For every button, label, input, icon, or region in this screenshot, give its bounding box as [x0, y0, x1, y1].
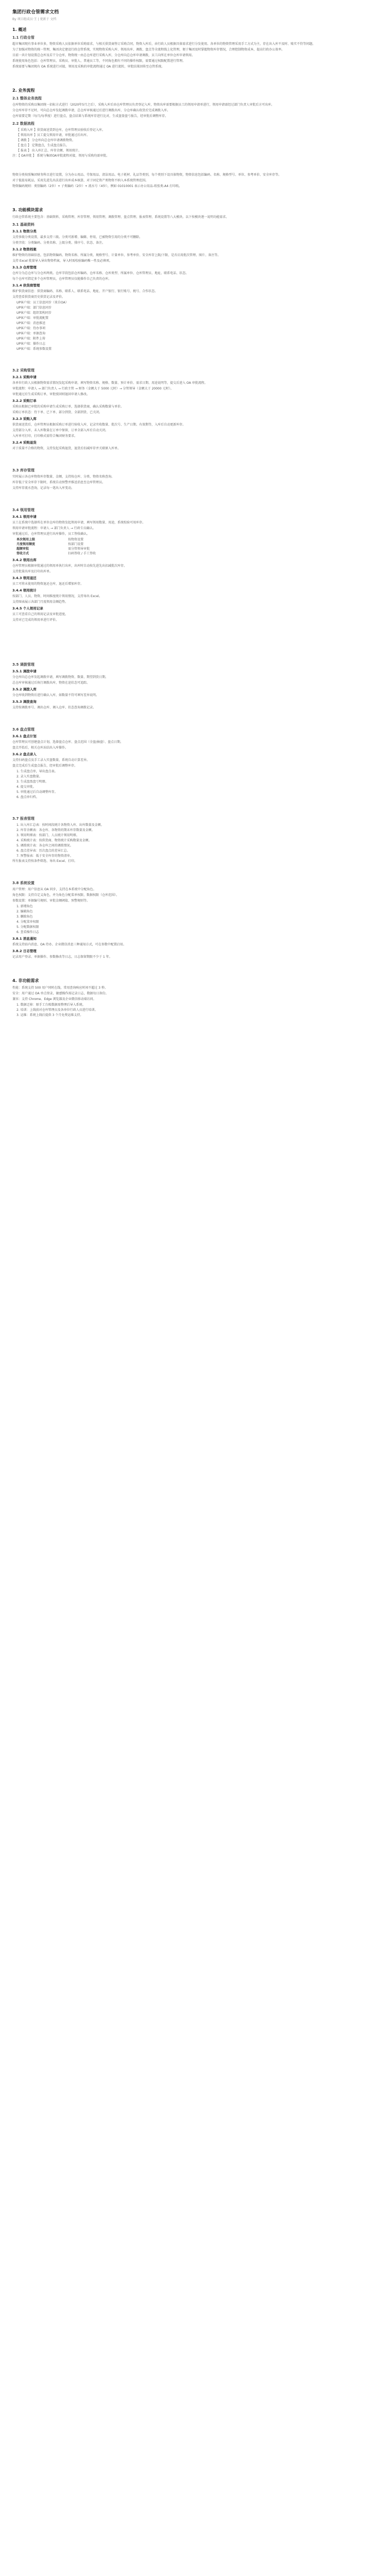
- list-item: UP客户端：消息推送: [16, 321, 46, 325]
- item-heading: 3.4.4 领用统计: [12, 588, 37, 592]
- item-heading: 3.2.3 采购入库: [12, 417, 37, 421]
- paragraph-group: [12, 705, 359, 710]
- item-heading: 3.4.5 个人领用记录: [12, 606, 43, 611]
- item-heading: 3.2.4 采购退货: [12, 440, 37, 445]
- paragraph: 性能：系统支持 500 用户同时在线，常用查询响应时间不超过 3 秒。: [12, 986, 108, 990]
- paragraph: 对于低值易耗品，采用先进先出法进行出库成本核算，对于固定资产类物资不纳入本系统管理范围。: [12, 179, 149, 182]
- subsection-heading: 2.1 整体业务流程: [12, 96, 42, 100]
- kv-key: 签收方式: [16, 552, 29, 555]
- list-item: 【 盘点 】 定期盘点，生成盘点报告。: [16, 144, 69, 147]
- paragraph: 每个仓库可指定多个仓库管理员，仓库管理员仅能操作自己负责的仓库。: [12, 277, 112, 281]
- paragraph-group: [12, 404, 359, 415]
- list-item: UP客户端：单据查询: [16, 332, 46, 335]
- paragraph: 系统支持站内消息、OA 待办、企业微信消息三种通知方式，可在参数中配置启用。: [12, 943, 126, 946]
- list-item: 6. 盘点差异表：历次盘点的差异汇总。: [16, 849, 70, 853]
- paragraph: 支持多级分类设置，最多支持三级。分类可新增、编辑、停用，已被物资引用的分类不可删除。: [12, 235, 143, 239]
- subsection-heading: 2.2 数据流程: [12, 122, 35, 126]
- list-item: UP客户端：系统参数设置: [16, 347, 52, 351]
- list-item: 3. 领用明细表：按部门、人员统计领用明细。: [16, 834, 79, 837]
- paragraph: 支持图表展示各部门月度领用金额趋势。: [12, 600, 69, 604]
- subsection-heading: 3.6 盘点管理: [12, 727, 35, 732]
- item-heading: 3.1.2 物资档案: [12, 247, 37, 251]
- kv-value: 按部门设置: [68, 543, 84, 546]
- list-item: 2. 库存余额表：各仓库、各物资的期末库存数量及金额。: [16, 828, 95, 832]
- list-item: 2. 录入实盘数量。: [16, 775, 42, 778]
- bullet-list: [12, 128, 359, 153]
- list-item: UP客户端：员工信息同步（来自OA）: [16, 301, 69, 304]
- paragraph: 分仓库向总仓库发起调拨申请，填写调拨物资、数量、期望到货日期。: [12, 675, 109, 679]
- subsection-heading: 3.1 基础资料: [12, 223, 35, 227]
- list-item: 6. 盘点单归档。: [16, 795, 39, 799]
- list-item: 2. 培训：上线前对仓库管理员及各单位行政人员进行培训。: [16, 1008, 98, 1012]
- paragraph: 盘点开始后，相关仓库冻结出入库操作。: [12, 746, 69, 750]
- list-item: UP客户端：组织架构同步: [16, 311, 52, 315]
- paragraph: 仓库需要定期（每月/每季度）进行盘点，盘点结果与系统库存进行比对，生成盘盈盘亏报告，经审批后调整库存。: [12, 114, 168, 118]
- kv-row: [16, 537, 359, 542]
- section-heading: 4. 非功能需求: [12, 978, 39, 983]
- kv-value: 按物资设置: [68, 538, 84, 541]
- paragraph: 采购员根据已审批的采购申请生成采购订单，选择供货商，确认采购数量与单价。: [12, 405, 124, 409]
- paragraph-group: [12, 859, 359, 863]
- paragraph: 支持批量出库及打印出库单。: [12, 570, 53, 573]
- paragraph-group: [12, 446, 359, 451]
- kv-row: [16, 551, 359, 556]
- paragraph: 分仓库收到物资后进行确认入库，如数量不符可填写差异说明。: [12, 693, 99, 697]
- list-item: 3. 生成盘盈盘亏明细。: [16, 780, 48, 784]
- subsection-heading: 3.5 调拨管理: [12, 663, 35, 667]
- item-heading: 3.2.2 采购订单: [12, 399, 37, 403]
- paragraph: 支持部分入库，未入库数量在订单中保留，订单全部入库后自动关闭。: [12, 429, 109, 432]
- kv-key: 超额审批: [16, 547, 29, 551]
- paragraph: 目前一共计划设置总仓库及若干分仓库，物资统一由总仓库进行采购入库，分仓库向总仓库申请调拨，员工向所在单位仓库申请领用。: [12, 54, 195, 57]
- item-heading: 3.5.1 调拨申请: [12, 669, 37, 673]
- paragraph-group: [12, 422, 359, 438]
- kv-row: [16, 547, 359, 551]
- paragraph-group: [12, 235, 359, 245]
- list-item: 4. 提交审批。: [16, 785, 36, 789]
- list-item: 【 调拨 】 分仓库向总仓库申请调拨物资。: [16, 139, 75, 142]
- paragraph-group: [12, 887, 359, 903]
- paragraph: 各单位行政人员根据物资需求情况发起采购申请，填写物资名称、规格、数量、预计单价、需求日期、用途说明等，提交后进入 OA 审批流程。: [12, 381, 208, 385]
- paragraph-group: [12, 215, 359, 219]
- paragraph: 员工可将未使用的物资退还仓库，退还后增加库存。: [12, 582, 84, 586]
- list-item: 【 采购入库 】供货商送货到仓库，仓库管理员验收后登记入库。: [16, 128, 105, 132]
- kv-key: 月度领用额度: [16, 543, 36, 546]
- item-heading: 3.5.2 调拨入库: [12, 687, 37, 691]
- paragraph: 分类字段：分类编码、分类名称、上级分类、排序号、状态、备注。: [12, 241, 106, 245]
- paragraph: 库存低于安全库存下限时，系统自动预警并推送消息至仓库管理员。: [12, 481, 106, 484]
- paragraph-group: [12, 594, 359, 604]
- paragraph: 支持对已完成的领用单进行评价。: [12, 618, 59, 622]
- paragraph: 物资编码规则：类别编码（2位）+ 子类编码（2位）+ 流水号（4位），例如 01010001 表示办公用品-纸张类-A4 打印纸。: [12, 184, 182, 188]
- numbered-list: [12, 823, 359, 858]
- paragraph: 入库单可打印，打印格式需符合集团财务要求。: [12, 434, 78, 438]
- paragraph-group: [12, 740, 359, 750]
- paragraph: 维护物资的基础信息，包括物资编码、物资名称、所属分类、规格型号、计量单位、参考单价、安全库存上限/下限、是否启用批次管理、图片、备注等。: [12, 253, 221, 257]
- item-heading: 3.6.2 盘点录入: [12, 752, 37, 756]
- list-item: 5. 审批通过后自动调整库存。: [16, 790, 58, 794]
- paragraph: 按部门、人员、物资、时间维度统计领用情况，支持导出 Excel。: [12, 595, 102, 598]
- item-heading: 3.4.1 领用申请: [12, 515, 37, 519]
- item-heading: 3.6.1 盘点计划: [12, 734, 37, 738]
- list-item: UP客户端：审批流配置: [16, 316, 49, 320]
- item-heading: 3.8.2 日志管理: [12, 949, 37, 953]
- list-item: 5. 分配数据权限: [16, 925, 39, 929]
- list-item: UP客户端：附件上传: [16, 337, 46, 341]
- paragraph: 仓库分为总仓库与分仓库两类。仓库字段包括仓库编码、仓库名称、仓库类型、所属单位、仓库管理员、地址、联系电话、状态。: [12, 272, 189, 275]
- paragraph-group: [12, 474, 359, 490]
- paragraph: 审批通过后，仓库管理员进行出库操作，员工签收确认。: [12, 532, 90, 536]
- paragraph-group: [12, 986, 359, 1002]
- paragraph-group: [12, 289, 359, 299]
- paragraph: 领用申请审批流程：申请人 → 部门负责人 → 行政专员确认。: [12, 527, 96, 530]
- paragraph-group: [12, 271, 359, 281]
- kv-key: 单次领用上限: [16, 538, 36, 541]
- document-title: 集团行政仓管需求文档: [12, 10, 59, 15]
- paragraph: 支持查看供货商历史供货记录及评价。: [12, 295, 65, 299]
- paragraph: 参数设置：单据编号规则、审批金额阈值、预警规则等。: [12, 899, 90, 903]
- paragraph-group: [12, 758, 359, 768]
- paragraph: 分仓库库存不足时，可向总仓库发起调拨申请，总仓库审核通过后进行调拨出库，分仓库确认收货后完成调拨入库。: [12, 109, 171, 112]
- section-heading: 2. 业务流程: [12, 88, 35, 93]
- paragraph: 所有报表支持按条件筛选、导出 Excel、打印。: [12, 859, 77, 863]
- kv-row: [16, 542, 359, 547]
- list-item: 3. 删除角色: [16, 915, 33, 919]
- paragraph-group: [12, 103, 359, 118]
- paragraph: 审批通过后生成采购订单，审批驳回则退回申请人修改。: [12, 393, 90, 396]
- paragraph-group: [12, 564, 359, 574]
- list-item: 6. 查看操作日志: [16, 930, 39, 934]
- paragraph-group: [12, 693, 359, 698]
- paragraph-group: [12, 582, 359, 586]
- numbered-list: [12, 769, 359, 800]
- section-heading: 3. 功能模块需求: [12, 208, 43, 212]
- paragraph: 仓库物资的采购以集团统一招标方式进行（2020年5月之后），采购入库后由仓库管理员负责登记入库，物资出库需要根据员工的领用申请单进行，领用申请需经过部门负责人审批后方可出库。: [12, 103, 275, 107]
- numbered-list: [12, 904, 359, 935]
- subsection-heading: 3.3 库存管理: [12, 468, 35, 472]
- subsection-heading: 3.8 系统设置: [12, 881, 35, 885]
- paragraph: 供货商送货后，仓库管理员根据采购订单进行验收入库，记录实收数量、批次号、生产日期、有效期等，入库后自动更新库存。: [12, 423, 186, 427]
- paragraph: 仓库管理员根据审批通过的领用单执行出库，出库时自动按先进先出扣减批次库存。: [12, 564, 127, 568]
- paragraph-group: [12, 520, 359, 536]
- paragraph: 仓库管理员可创建盘点计划，选择盘点仓库、盘点范围（全盘/抽盘）、盘点日期。: [12, 740, 124, 744]
- item-heading: 3.1.1 物资分类: [12, 229, 37, 233]
- item-heading: 3.5.3 调拨查询: [12, 700, 37, 704]
- paragraph: 审批流程：申请人 → 部门负责人 → 行政主管 → 财务（金额大于 5000 元时）→ 分管领导（金额大于 20000 元时）。: [12, 387, 174, 391]
- document-meta: By 项目组成员·王 | 更新于 文档: [12, 18, 57, 21]
- bullet-list: [12, 300, 359, 351]
- paragraph: 总仓库审核通过后执行调拨出库，物资在途状态可追踪。: [12, 681, 90, 685]
- paragraph: 系统使用角色包括：仓库管理员、采购员、审批人、普通员工等，不同角色拥有不同的操作权限，需要通过权限配置进行管理。: [12, 59, 186, 63]
- paragraph-group: [12, 675, 359, 685]
- section-heading: 1. 概述: [12, 27, 27, 32]
- paragraph: 系统需要与集团现有 OA 系统进行对接，领用及采购的审批流程通过 OA 进行流转，审批结果回传至仓管系统。: [12, 65, 165, 69]
- paragraph: 员工在系统中选择所在单位仓库的物资发起领用申请，填写领用数量、用途，系统校验可用库存。: [12, 521, 146, 524]
- list-item: 3. 运维：系统上线后提供 3 个月免费运维支持。: [16, 1013, 83, 1017]
- list-item: 4. 采购统计表：按供货商、物资统计采购数量及金额。: [16, 839, 92, 842]
- paragraph: 采购订单状态：待下单、已下单、部分到货、全部到货、已关闭。: [12, 411, 103, 414]
- item-heading: 3.2.1 采购申请: [12, 375, 37, 379]
- subsection-heading: 3.4 领用管理: [12, 508, 35, 512]
- paragraph: 维护供货商信息：供货商编码、名称、联系人、联系电话、地址、开户银行、银行账号、税号、合作状态。: [12, 290, 158, 293]
- list-item: 4. 分配菜单权限: [16, 920, 39, 924]
- list-item: 【 领用出库 】员工提交领用申请，审批通过后出库。: [16, 133, 90, 137]
- kv-value: 扫码签收 / 手工签收: [68, 552, 96, 555]
- paragraph: 行政仓管系统主要包含：基础资料、采购管理、库存管理、领用管理、调拨管理、盘点管理、报表管理、系统设置等八大模块。以下按模块逐一说明功能需求。: [12, 215, 229, 219]
- paragraph: 兼容：支持 Chrome、Edge 浏览器及企业微信移动端访问。: [12, 997, 96, 1001]
- paragraph: 支持扫码盘点及手工录入实盘数量，系统自动计算差异。: [12, 758, 90, 762]
- note-text: 注：【 OA审批 】 系统与集团OA审批流程对接，领用与采购均需审批。: [12, 154, 110, 158]
- key-value-list: [12, 537, 359, 556]
- numbered-list: [12, 1003, 359, 1018]
- paragraph-group: [12, 942, 359, 947]
- paragraph: 支持 Excel 批量导入导出物资档案，导入时需校验编码唯一性及必填项。: [12, 259, 112, 263]
- list-item: 1. 新增角色: [16, 905, 33, 908]
- paragraph: 物资分类按照集团财务科目进行设置，分为办公用品、劳保用品、清洁用品、电子耗材、礼品等类别，每个类别下设具体物资，物资信息包括编码、名称、规格型号、单位、参考单价、安全库存等。: [12, 173, 282, 177]
- paragraph: 员工可查看自己的领用记录及审批进度。: [12, 613, 69, 616]
- list-item: UP客户端：操作日志: [16, 342, 46, 346]
- subsection-heading: 3.7 报表管理: [12, 817, 35, 821]
- item-heading: 3.4.2 领用出库: [12, 558, 37, 562]
- list-item: 1. 生成盘点单，导出盘点表。: [16, 770, 58, 773]
- paragraph-group: [12, 612, 359, 622]
- item-heading: 3.1.3 仓库管理: [12, 265, 37, 269]
- subsection-heading: 1.1 行政仓管: [12, 36, 35, 40]
- paragraph: 支持库存流水查询，记录每一笔出入库变动。: [12, 486, 75, 490]
- paragraph: 超市集团现有事业单位多，物资采购人员依据单位采购需求，与相关供货商签订采购合同，物资入库后，由行政人员根据具体需求进行分发使用。各单位的物资管理采用手工方式为主，存在出入库不及时、账实不符等问题。: [12, 42, 316, 46]
- paragraph-group: [12, 42, 359, 69]
- paragraph-group: [12, 253, 359, 263]
- paragraph: 对于质量不合格的物资，支持发起采购退货，退货后扣减库存并关联原入库单。: [12, 447, 121, 450]
- paragraph: 为了加强对物资的统一管理，集团决定建设行政仓管系统，实现物资采购入库、领用出库、调拨、盘点等全流程线上化管理，便于集团及时掌握物资库存情况，合理控制物资成本，提高行政办公效率。: [12, 48, 285, 52]
- paragraph-group: [12, 173, 359, 189]
- paragraph: 盘点完成后生成盘点报告，经审批后调整库存。: [12, 764, 78, 768]
- list-item: 【 报表 】 出入库汇总、库存余额、领用统计。: [16, 149, 81, 152]
- list-item: 1. 出入库汇总表：按时间段统计各物资入库、出库数量及金额。: [16, 823, 104, 827]
- list-item: 5. 调拨统计表：各仓库之间的调拨情况。: [16, 844, 73, 848]
- paragraph-group: [12, 381, 359, 397]
- paragraph: 安全：用户通过 OA 单点登录，敏感操作需记录日志，数据每日备份。: [12, 992, 109, 995]
- paragraph-group: [12, 955, 359, 959]
- list-item: 1. 数据迁移：原手工台账数据需整理后导入系统。: [16, 1003, 86, 1007]
- list-item: UP客户端：部门信息同步: [16, 306, 52, 310]
- kv-value: 需分管领导审批: [68, 547, 90, 551]
- paragraph: 用户管理：用户信息从 OA 同步，支持在本系统中分配角色。: [12, 888, 96, 891]
- list-item: 2. 编辑角色: [16, 910, 33, 913]
- item-heading: 3.8.1 消息通知: [12, 937, 37, 941]
- subsection-heading: 3.2 采购管理: [12, 368, 35, 372]
- item-heading: 3.4.3 领用退还: [12, 576, 37, 580]
- list-item: 7. 预警报表：低于安全库存的物资清单。: [16, 854, 73, 858]
- paragraph: 角色权限：支持自定义角色，并为角色分配菜单权限、数据权限（仓库范围）。: [12, 893, 120, 897]
- paragraph: 支持按调拨单号、调出仓库、调入仓库、状态查询调拨记录。: [12, 706, 96, 709]
- item-heading: 3.1.4 供货商管理: [12, 283, 40, 287]
- paragraph: 实时展示各仓库物资库存数量、金额，支持按仓库、分类、物资名称查询。: [12, 475, 115, 479]
- paragraph: 记录用户登录、单据操作、参数修改等日志，日志保留期限不少于 1 年。: [12, 955, 112, 959]
- list-item: UP客户端：待办事项: [16, 327, 46, 330]
